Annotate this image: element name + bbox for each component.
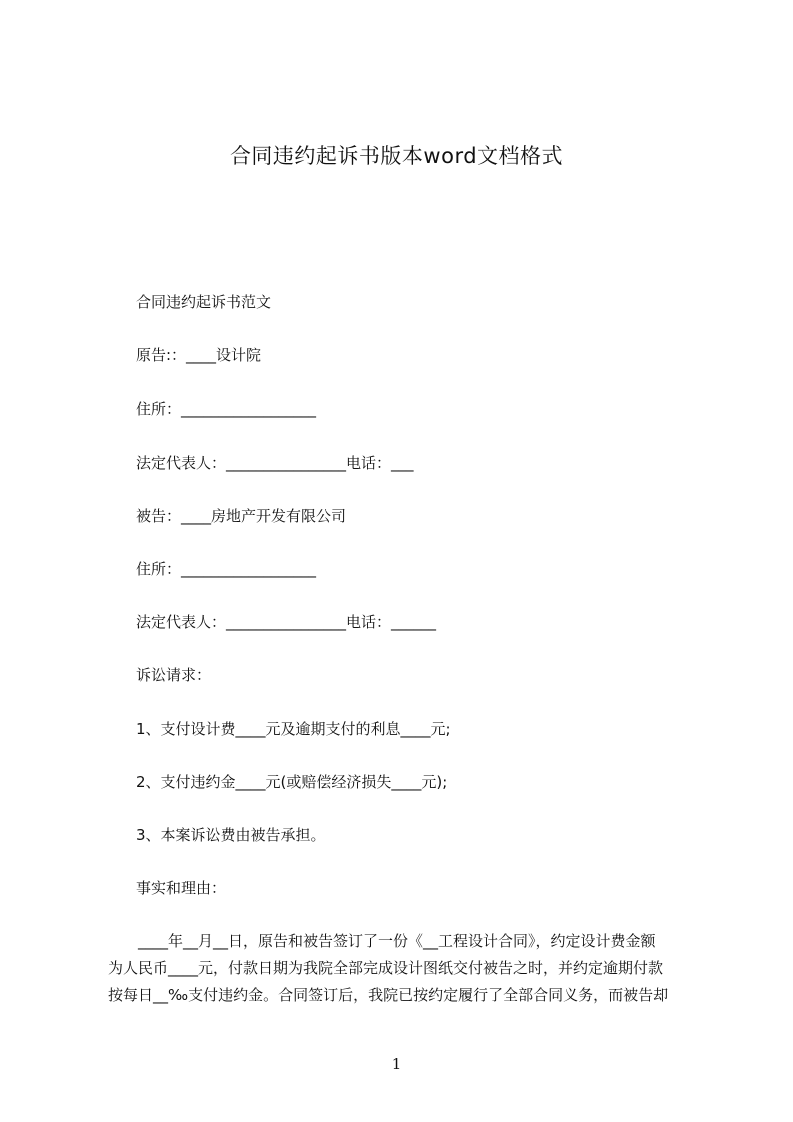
claims-heading: 诉讼请求： [136,666,212,684]
section-heading-sample: 合同违约起诉书范文 [136,293,272,311]
claim-item-1: 1、支付设计费____元及逾期支付的利息____元; [136,720,451,738]
claim-item-3: 3、本案诉讼费由被告承担。 [136,826,326,844]
plaintiff-address-line: 住所：__________________ [136,400,317,418]
plaintiff-line: 原告:：____设计院 [136,346,262,364]
defendant-representative-line: 法定代表人：________________电话：______ [136,613,437,631]
claim-item-2: 2、支付违约金____元(或赔偿经济损失____元); [136,773,448,791]
page-number: 1 [391,1055,402,1073]
facts-paragraph-line: ____年__月__日，原告和被告签订了一份《__工程设计合同》，约定设计费金额 [138,932,656,950]
plaintiff-representative-line: 法定代表人：________________电话：___ [136,454,414,472]
facts-paragraph-line: 为人民币____元，付款日期为我院全部完成设计图纸交付被告之时，并约定逾期付款 [108,959,664,977]
facts-paragraph-line: 按每日__‰支付违约金。合同签订后，我院已按约定履行了全部合同义务，而被告却 [108,986,669,1004]
document-title: 合同违约起诉书版本word文档格式 [229,144,564,168]
defendant-line: 被告：____房地产开发有限公司 [136,507,347,525]
defendant-address-line: 住所：__________________ [136,560,317,578]
facts-heading: 事实和理由： [136,879,227,897]
facts-paragraph [108,928,698,1009]
